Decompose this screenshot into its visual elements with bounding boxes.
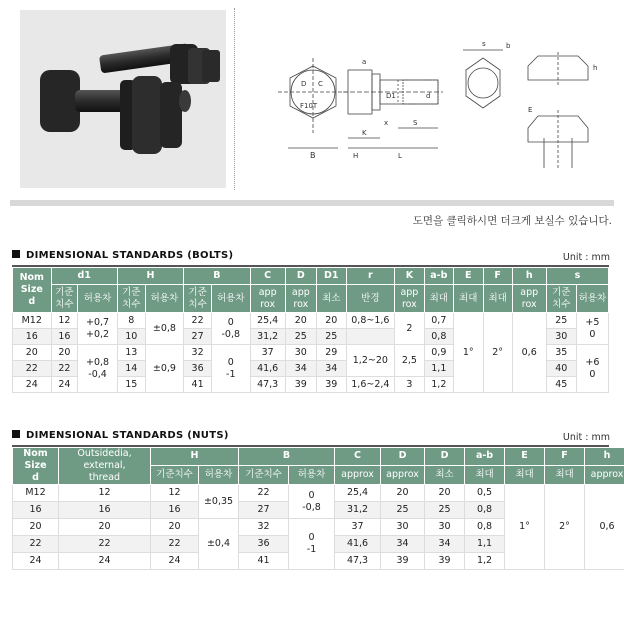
cell: 47,3 [335, 553, 381, 570]
col-s: s [546, 268, 608, 285]
cell: 8 [117, 313, 145, 329]
cell: 20 [381, 485, 425, 502]
cell: 20 [59, 519, 151, 536]
cell: 20 [51, 345, 78, 361]
cell: 36 [184, 361, 212, 377]
col-D: D [381, 448, 425, 466]
sub-std: 기준 치수 [184, 285, 212, 313]
col-ab: a-b [424, 268, 453, 285]
cell: 1° [453, 313, 483, 393]
cell: 1,1 [424, 361, 453, 377]
cell: 1,2 [424, 377, 453, 393]
col-H: H [117, 268, 183, 285]
cell [346, 329, 394, 345]
col-C: C [250, 268, 285, 285]
cell: 20 [316, 313, 346, 329]
section-divider-bar [10, 200, 614, 206]
cell: 39 [316, 377, 346, 393]
cell: +0,8 -0,4 [78, 345, 118, 393]
nuts-section-title: DIMENSIONAL STANDARDS (NUTS) [12, 430, 229, 441]
label-C: C [318, 80, 323, 88]
cell: 20 [285, 313, 316, 329]
cell: 0,7 [424, 313, 453, 329]
col-E: E [505, 448, 545, 466]
cell: 25 [285, 329, 316, 345]
label-s: s [482, 40, 486, 48]
col-E: E [453, 268, 483, 285]
cell: 40 [546, 361, 576, 377]
cell: 2 [394, 313, 424, 345]
cell: M12 [13, 313, 52, 329]
cell: 35 [546, 345, 576, 361]
sub-tol: 허용차 [145, 285, 184, 313]
cell: 0,5 [465, 485, 505, 502]
sub-approx: approx [585, 465, 624, 484]
cell: 0,8 [424, 329, 453, 345]
sub-max: 최대 [465, 465, 505, 484]
label-S: S [413, 119, 418, 127]
table-row [13, 485, 624, 502]
click-hint: 도면을 클릭하시면 더크게 보실수 있습니다. [412, 215, 612, 227]
cell: 0,8~1,6 [346, 313, 394, 329]
sub-max: 최대 [424, 285, 453, 313]
cell: 20 [425, 485, 465, 502]
cell: 45 [546, 377, 576, 393]
sub-tol: 허용차 [212, 285, 251, 313]
label-E: E [528, 106, 533, 114]
cell: 47,3 [250, 377, 285, 393]
cell: 0,9 [424, 345, 453, 361]
sub-approx: approx [381, 465, 425, 484]
cell: 22 [239, 485, 289, 502]
cell: 34 [316, 361, 346, 377]
sub-approx: app rox [285, 285, 316, 313]
cell: 25 [316, 329, 346, 345]
cell: 2° [483, 313, 512, 393]
cell: 0,8 [465, 519, 505, 536]
cell: 10 [117, 329, 145, 345]
cell: +6 0 [576, 345, 608, 393]
cell: 34 [425, 536, 465, 553]
label-B: B [310, 151, 316, 160]
bolts-section-title: DIMENSIONAL STANDARDS (BOLTS) [12, 250, 233, 261]
cell: 39 [381, 553, 425, 570]
col-h: h [512, 268, 546, 285]
col-D1: D1 [316, 268, 346, 285]
cell: 1,2~20 [346, 345, 394, 377]
cell: 1,6~2,4 [346, 377, 394, 393]
cell: 31,2 [250, 329, 285, 345]
cell: 24 [13, 377, 52, 393]
col-r: r [346, 268, 394, 285]
bolts-table [12, 267, 609, 393]
cell: 30 [425, 519, 465, 536]
cell: 30 [381, 519, 425, 536]
cell: 20 [13, 519, 59, 536]
cell: 0 -0,8 [212, 313, 251, 345]
cell: 0,6 [585, 485, 624, 570]
bullet-square-icon [12, 430, 20, 438]
cell: 30 [546, 329, 576, 345]
cell: 1° [505, 485, 545, 570]
cell: 31,2 [335, 502, 381, 519]
cell: 20 [151, 519, 199, 536]
sub-tol: 허용차 [78, 285, 118, 313]
sub-tol: 허용차 [576, 285, 608, 313]
sub-approx: app rox [394, 285, 424, 313]
col-d1: d1 [51, 268, 117, 285]
sub-min: 최소 [425, 465, 465, 484]
cell: 20 [13, 345, 52, 361]
cell: 32 [184, 345, 212, 361]
sub-min: 최소 [316, 285, 346, 313]
table-row [13, 313, 609, 329]
cell: 1,2 [465, 553, 505, 570]
sub-std: 기준치수 [239, 465, 289, 484]
cell: ±0,35 [199, 485, 239, 519]
col-nom-size: Nom Size d [13, 268, 52, 313]
cell: 27 [239, 502, 289, 519]
cell: 37 [335, 519, 381, 536]
cell: 12 [51, 313, 78, 329]
label-a: a [362, 58, 367, 66]
cell: 34 [285, 361, 316, 377]
cell: 22 [13, 361, 52, 377]
cell: 32 [239, 519, 289, 536]
cell: +0,7 +0,2 [78, 313, 118, 345]
cell: 16 [13, 329, 52, 345]
cell: 0 -1 [212, 345, 251, 393]
sub-max: 최대 [483, 285, 512, 313]
cell: ±0,8 [145, 313, 184, 345]
cell: ±0,4 [199, 519, 239, 570]
cell: 1,1 [465, 536, 505, 553]
sub-approx: approx [335, 465, 381, 484]
col-D: D [285, 268, 316, 285]
bolt-photo[interactable] [20, 10, 226, 188]
cell: 0 -0,8 [289, 485, 335, 519]
col-h: h [585, 448, 624, 466]
sub-approx: app rox [512, 285, 546, 313]
cell: +5 0 [576, 313, 608, 345]
col-outside-dia: Outsidedia, external, thread [59, 448, 151, 485]
cell: 3 [394, 377, 424, 393]
col-B: B [184, 268, 250, 285]
cell: 34 [381, 536, 425, 553]
label-d: d [426, 92, 431, 100]
col-B: B [239, 448, 335, 466]
cell: 27 [184, 329, 212, 345]
label-D1: D1 [386, 92, 396, 100]
cell: 22 [13, 536, 59, 553]
col-H: H [151, 448, 239, 466]
cell: M12 [13, 485, 59, 502]
col-K: K [394, 268, 424, 285]
col-ab: a-b [465, 448, 505, 466]
cell: 2° [545, 485, 585, 570]
sub-std: 기준치수 [151, 465, 199, 484]
bullet-square-icon [12, 250, 20, 258]
cell: 22 [184, 313, 212, 329]
sub-std: 기준 치수 [51, 285, 78, 313]
cell: 22 [151, 536, 199, 553]
cell: 22 [51, 361, 78, 377]
cell: 37 [250, 345, 285, 361]
cell: 14 [117, 361, 145, 377]
label-H: H [353, 152, 359, 160]
cell: 30 [285, 345, 316, 361]
label-x: x [384, 119, 389, 127]
bolts-unit: Unit : mm [562, 252, 610, 263]
cell: 13 [117, 345, 145, 361]
cell: 25 [381, 502, 425, 519]
sub-std: 기준 치수 [546, 285, 576, 313]
cell: 15 [117, 377, 145, 393]
cell: 24 [59, 553, 151, 570]
cell: 39 [425, 553, 465, 570]
col-D2: D [425, 448, 465, 466]
label-b: b [506, 42, 511, 50]
sub-radius: 반경 [346, 285, 394, 313]
technical-drawings[interactable] [238, 8, 618, 190]
col-F: F [545, 448, 585, 466]
cell: 25,4 [335, 485, 381, 502]
cell: 41 [239, 553, 289, 570]
cell: 12 [151, 485, 199, 502]
cell: 0 -1 [289, 519, 335, 570]
label-D: D [301, 80, 307, 88]
col-nom-size: Nom Size d [13, 448, 59, 485]
cell: 41,6 [335, 536, 381, 553]
label-grade: F10T [300, 102, 318, 110]
cell: 22 [59, 536, 151, 553]
cell: 16 [51, 329, 78, 345]
cell: 16 [59, 502, 151, 519]
cell: 2,5 [394, 345, 424, 377]
label-h: h [593, 64, 598, 72]
drawing-svg [238, 8, 618, 190]
sub-max: 최대 [453, 285, 483, 313]
cell: 25 [425, 502, 465, 519]
sub-max: 최대 [545, 465, 585, 484]
sub-approx: app rox [250, 285, 285, 313]
cell: 25 [546, 313, 576, 329]
cell: 24 [151, 553, 199, 570]
cell: 36 [239, 536, 289, 553]
cell: 16 [151, 502, 199, 519]
cell: 12 [59, 485, 151, 502]
divider [234, 8, 235, 190]
label-L: L [398, 152, 402, 160]
cell: 29 [316, 345, 346, 361]
cell: 24 [51, 377, 78, 393]
cell: 16 [13, 502, 59, 519]
cell: 25,4 [250, 313, 285, 329]
cell: 0,6 [512, 313, 546, 393]
bolt-photo-illustration [20, 10, 226, 188]
cell: 41,6 [250, 361, 285, 377]
cell: 24 [13, 553, 59, 570]
nuts-unit: Unit : mm [562, 432, 610, 443]
cell: 41 [184, 377, 212, 393]
sub-max: 최대 [505, 465, 545, 484]
nuts-table [12, 447, 624, 570]
col-F: F [483, 268, 512, 285]
sub-tol: 허용차 [199, 465, 239, 484]
cell: 39 [285, 377, 316, 393]
sub-std: 기준 치수 [117, 285, 145, 313]
sub-tol: 허용차 [289, 465, 335, 484]
cell: ±0,9 [145, 345, 184, 393]
label-K: K [362, 129, 367, 137]
cell: 0,8 [465, 502, 505, 519]
col-C: C [335, 448, 381, 466]
